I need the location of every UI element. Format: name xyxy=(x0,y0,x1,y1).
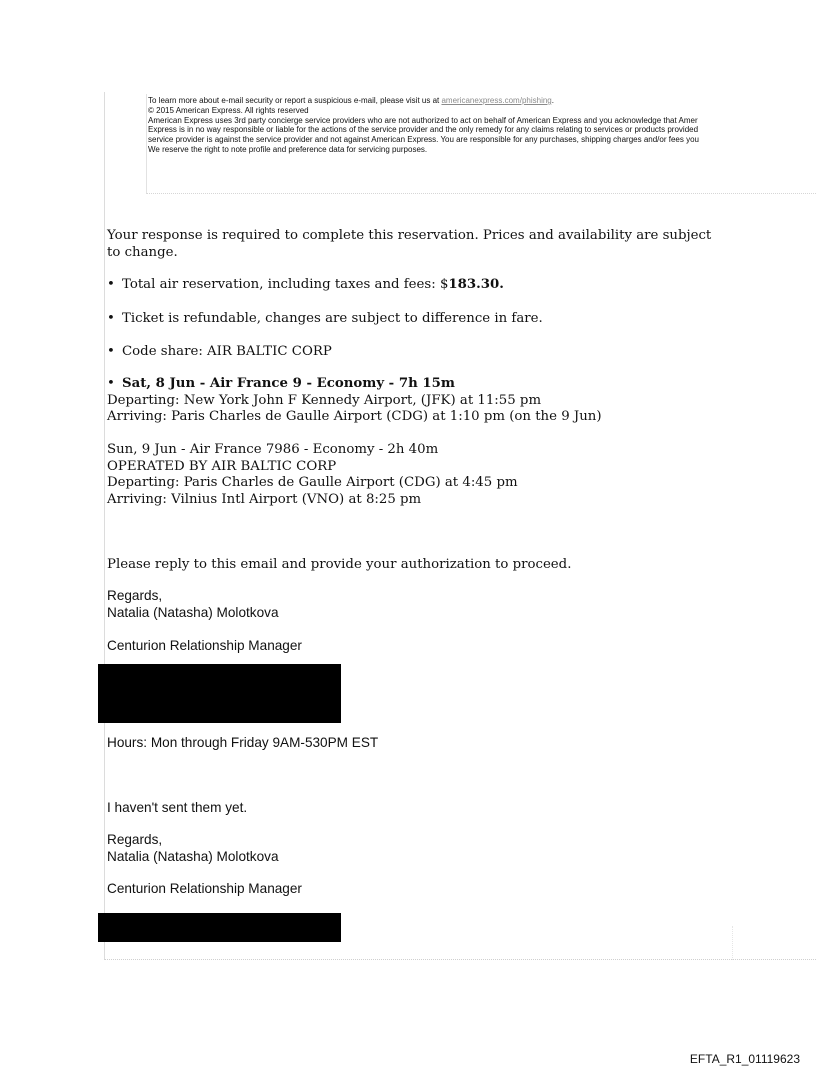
flight-2-block xyxy=(107,442,518,508)
document-id: EFTA_R1_01119623 xyxy=(689,1052,800,1066)
flight-2-operated-by: OPERATED BY AIR BALTIC CORP xyxy=(107,458,337,474)
flight-1-heading: • Sat, 8 Jun - Air France 9 - Economy - 7h 15m xyxy=(107,376,602,393)
refund-bullet: • Ticket is refundable, changes are subject to difference in fare. xyxy=(107,311,543,328)
disclaimer-line-6: We reserve the right to note profile and preference data for servicing purposes. xyxy=(148,144,428,154)
signature-2-title: Centurion Relationship Manager xyxy=(107,881,302,896)
code-share-bullet: • Code share: AIR BALTIC CORP xyxy=(107,344,332,361)
disclaimer-line-3: American Express uses 3rd party concierge service providers who are not authorized to act on behalf of American Express and you acknowledge that Amer xyxy=(148,115,698,125)
disclaimer-line-4: Express is in no way responsible or liable for the actions of the service provider and the only remedy for any claims relating to services or products provided xyxy=(148,125,699,135)
signature-1-name: Natalia (Natasha) Molotkova xyxy=(107,604,279,620)
flight-1-block xyxy=(107,376,602,426)
signature-2-regards: Regards, xyxy=(107,832,163,847)
total-price-amount: 183.30. xyxy=(448,277,504,292)
reply-text: I haven't sent them yet. xyxy=(107,800,248,815)
flight-1-arriving: Arriving: Paris Charles de Gaulle Airport (CDG) at 1:10 pm (on the 9 Jun) xyxy=(107,409,602,424)
flight-1-departing: Departing: New York John F Kennedy Airport, (JFK) at 11:55 pm xyxy=(107,392,542,408)
signature-1-title: Centurion Relationship Manager xyxy=(107,638,302,653)
redaction-block-2 xyxy=(98,913,341,942)
faint-divider xyxy=(732,926,734,960)
signature-2-name: Natalia (Natasha) Molotkova xyxy=(107,848,279,864)
disclaimer-line-1: To learn more about e-mail security or report a suspicious e-mail, please visit us at americanexpress.com/phishing. xyxy=(148,96,554,105)
disclaimer-line-5: service provider is against the service provider and not against American Express. You are responsible for any purchases, shipping charges and/or fees you xyxy=(148,135,699,145)
intro-paragraph: Your response is required to complete this reservation. Prices and availability are subject to change. xyxy=(107,228,712,260)
phishing-link[interactable]: americanexpress.com/phishing xyxy=(441,96,552,105)
flight-2-departing: Departing: Paris Charles de Gaulle Airport (CDG) at 4:45 pm xyxy=(107,475,518,490)
reply-request: Please reply to this email and provide your authorization to proceed. xyxy=(107,557,572,572)
redaction-block-1 xyxy=(98,664,341,723)
signature-1 xyxy=(107,588,279,621)
business-hours: Hours: Mon through Friday 9AM-530PM EST xyxy=(107,735,379,750)
total-price-bullet: • Total air reservation, including taxes and fees: $183.30. xyxy=(107,277,504,294)
signature-1-regards: Regards, xyxy=(107,588,163,603)
flight-2-heading: Sun, 9 Jun - Air France 7986 - Economy - 2h 40m xyxy=(107,442,439,457)
flight-2-arriving: Arriving: Vilnius Intl Airport (VNO) at 8:25 pm xyxy=(107,491,422,507)
quoted-message-border xyxy=(104,92,816,960)
legal-disclaimer xyxy=(148,96,816,155)
signature-2 xyxy=(107,832,279,865)
copyright-line: © 2015 American Express. All rights reserved xyxy=(148,105,309,115)
